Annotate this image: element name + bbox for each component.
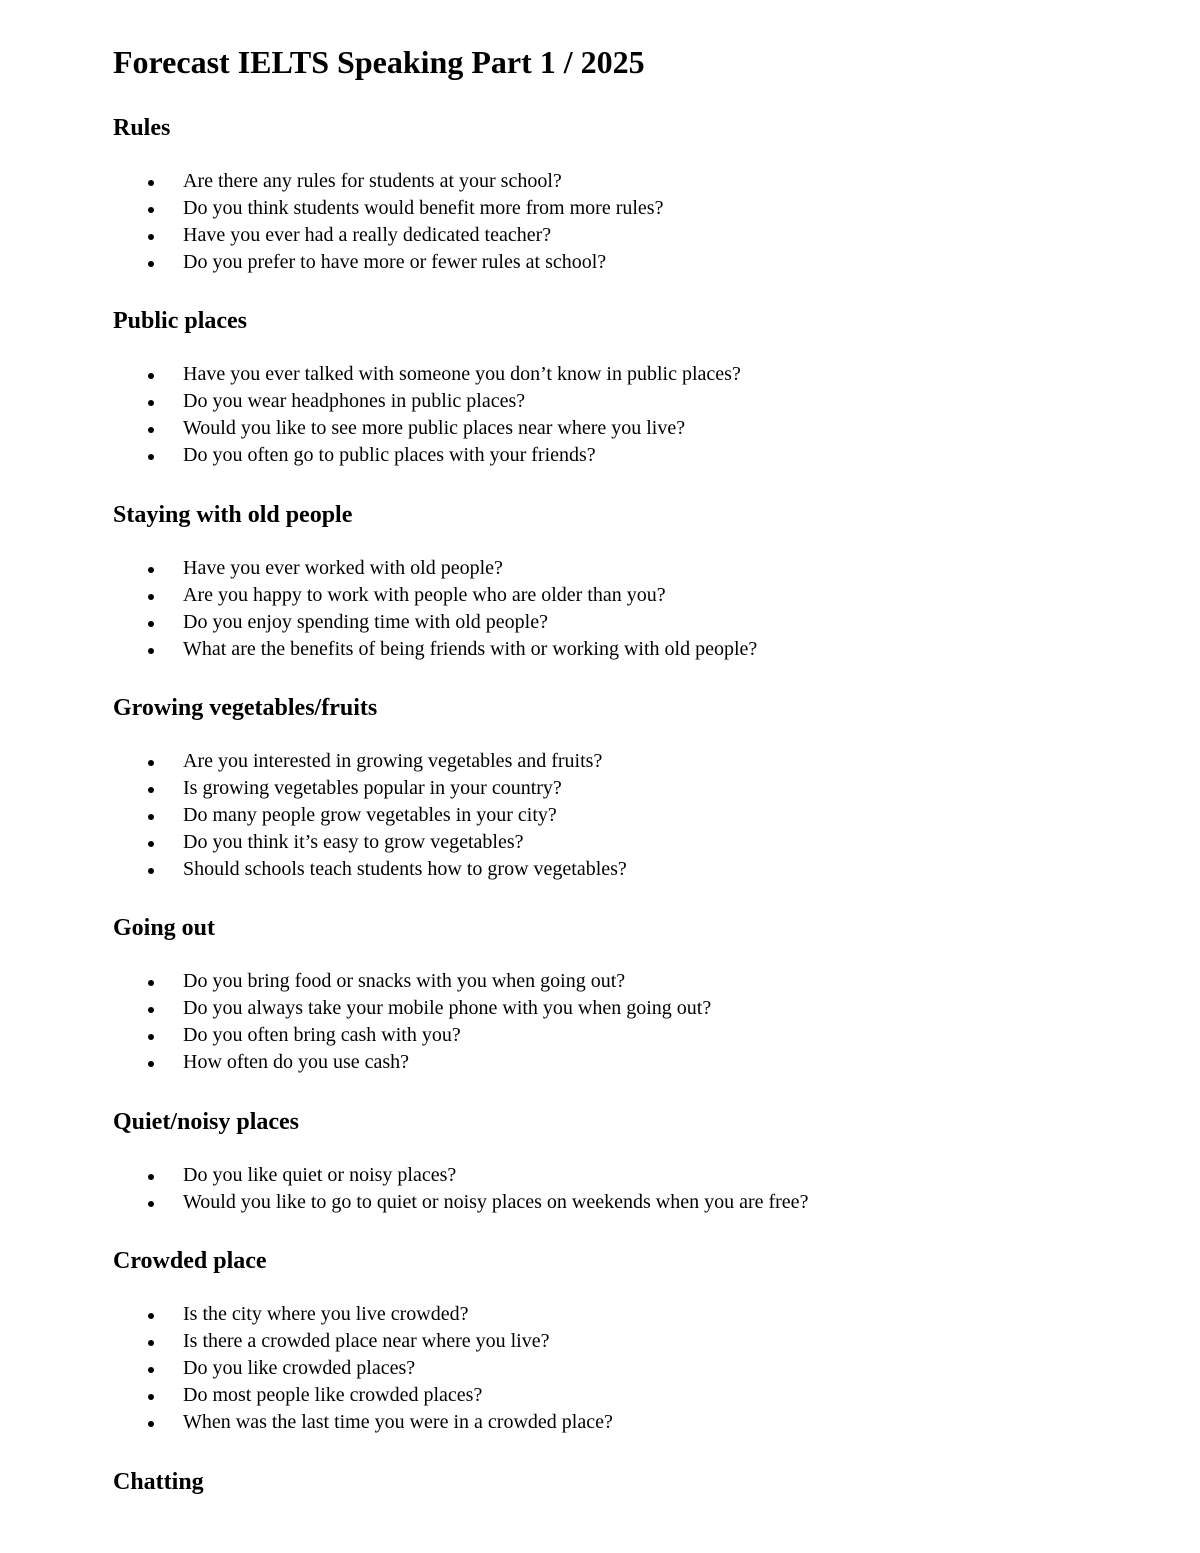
question-list — [113, 748, 1113, 883]
question-list — [113, 968, 1113, 1076]
question-item — [113, 609, 1113, 636]
question-text: Do you like quiet or noisy places? — [183, 1164, 457, 1186]
question-item — [113, 555, 1113, 582]
question-text: Do you wear headphones in public places? — [183, 390, 526, 412]
section-crowded-place — [113, 1245, 1113, 1436]
bullet-icon — [148, 373, 154, 379]
question-text: Should schools teach students how to grow vegetables? — [183, 858, 627, 880]
bullet-icon — [148, 261, 154, 267]
bullet-icon — [148, 1421, 154, 1427]
question-item — [113, 829, 1113, 856]
bullet-icon — [148, 567, 154, 573]
question-text: Do you always take your mobile phone with you when going out? — [183, 997, 712, 1019]
question-item — [113, 1355, 1113, 1382]
question-item — [113, 968, 1113, 995]
bullet-icon — [148, 454, 154, 460]
section-growing-vegetables — [113, 692, 1113, 883]
bullet-icon — [148, 760, 154, 766]
question-list — [113, 1301, 1113, 1436]
document-title: Forecast IELTS Speaking Part 1 / 2025 — [113, 44, 645, 80]
question-item — [113, 222, 1113, 249]
question-item — [113, 249, 1113, 276]
question-text: Do you like crowded places? — [183, 1357, 416, 1379]
question-text: Do many people grow vegetables in your city? — [183, 804, 557, 826]
section-heading: Public places — [113, 308, 248, 334]
bullet-icon — [148, 814, 154, 820]
question-item — [113, 636, 1113, 663]
bullet-icon — [148, 980, 154, 986]
bullet-icon — [148, 207, 154, 213]
question-text: Would you like to go to quiet or noisy places on weekends when you are free? — [183, 1191, 809, 1213]
bullet-icon — [148, 400, 154, 406]
question-item — [113, 1328, 1113, 1355]
section-public-places — [113, 305, 1113, 469]
question-text: Do you think students would benefit more from more rules? — [183, 197, 664, 219]
bullet-icon — [148, 841, 154, 847]
bullet-icon — [148, 180, 154, 186]
section-staying-with-old-people — [113, 499, 1113, 663]
question-item — [113, 442, 1113, 469]
question-item — [113, 1022, 1113, 1049]
bullet-icon — [148, 594, 154, 600]
question-text: When was the last time you were in a crowded place? — [183, 1411, 613, 1433]
question-text: Would you like to see more public places near where you live? — [183, 417, 686, 439]
question-item — [113, 582, 1113, 609]
bullet-icon — [148, 1394, 154, 1400]
question-text: Is the city where you live crowded? — [183, 1303, 469, 1325]
question-item — [113, 1382, 1113, 1409]
section-heading: Quiet/noisy places — [113, 1109, 300, 1135]
section-chatting — [113, 1466, 1113, 1498]
bullet-icon — [148, 787, 154, 793]
bullet-icon — [148, 1061, 154, 1067]
bullet-icon — [148, 621, 154, 627]
bullet-icon — [148, 868, 154, 874]
section-going-out — [113, 912, 1113, 1076]
bullet-icon — [148, 427, 154, 433]
question-text: Are you interested in growing vegetables and fruits? — [183, 750, 603, 772]
bullet-icon — [148, 1174, 154, 1180]
bullet-icon — [148, 648, 154, 654]
question-item — [113, 775, 1113, 802]
question-text: How often do you use cash? — [183, 1051, 410, 1073]
question-text: Are you happy to work with people who are older than you? — [183, 584, 666, 606]
bullet-icon — [148, 1313, 154, 1319]
question-item — [113, 995, 1113, 1022]
question-item — [113, 195, 1113, 222]
section-quiet-noisy-places — [113, 1106, 1113, 1216]
question-text: Have you ever talked with someone you don’t know in public places? — [183, 363, 741, 385]
question-item — [113, 1162, 1113, 1189]
question-item — [113, 748, 1113, 775]
question-text: Is growing vegetables popular in your country? — [183, 777, 562, 799]
question-text: What are the benefits of being friends with or working with old people? — [183, 638, 758, 660]
bullet-icon — [148, 1340, 154, 1346]
question-item — [113, 388, 1113, 415]
question-item — [113, 1049, 1113, 1076]
question-item — [113, 168, 1113, 195]
bullet-icon — [148, 1007, 154, 1013]
question-text: Have you ever had a really dedicated teacher? — [183, 224, 552, 246]
question-text: Are there any rules for students at your school? — [183, 170, 562, 192]
section-heading: Going out — [113, 915, 216, 941]
bullet-icon — [148, 234, 154, 240]
question-list — [113, 1162, 1113, 1216]
question-text: Do you bring food or snacks with you when going out? — [183, 970, 626, 992]
question-text: Do you prefer to have more or fewer rules at school? — [183, 251, 607, 273]
question-text: Do you enjoy spending time with old people? — [183, 611, 548, 633]
question-item — [113, 1189, 1113, 1216]
section-heading: Growing vegetables/fruits — [113, 695, 378, 721]
question-item — [113, 1409, 1113, 1436]
question-text: Is there a crowded place near where you live? — [183, 1330, 550, 1352]
section-heading: Staying with old people — [113, 502, 353, 528]
section-rules — [113, 112, 1113, 276]
bullet-icon — [148, 1367, 154, 1373]
question-item — [113, 856, 1113, 883]
question-text: Do most people like crowded places? — [183, 1384, 483, 1406]
question-list — [113, 555, 1113, 663]
question-item — [113, 361, 1113, 388]
question-item — [113, 802, 1113, 829]
question-text: Do you think it’s easy to grow vegetables? — [183, 831, 524, 853]
question-item — [113, 1301, 1113, 1328]
question-text: Do you often bring cash with you? — [183, 1024, 461, 1046]
section-heading: Chatting — [113, 1469, 204, 1495]
section-heading: Crowded place — [113, 1248, 267, 1274]
question-text: Do you often go to public places with your friends? — [183, 444, 596, 466]
question-item — [113, 415, 1113, 442]
bullet-icon — [148, 1034, 154, 1040]
bullet-icon — [148, 1201, 154, 1207]
question-text: Have you ever worked with old people? — [183, 557, 503, 579]
question-list — [113, 361, 1113, 469]
section-heading: Rules — [113, 115, 171, 141]
question-list — [113, 168, 1113, 276]
